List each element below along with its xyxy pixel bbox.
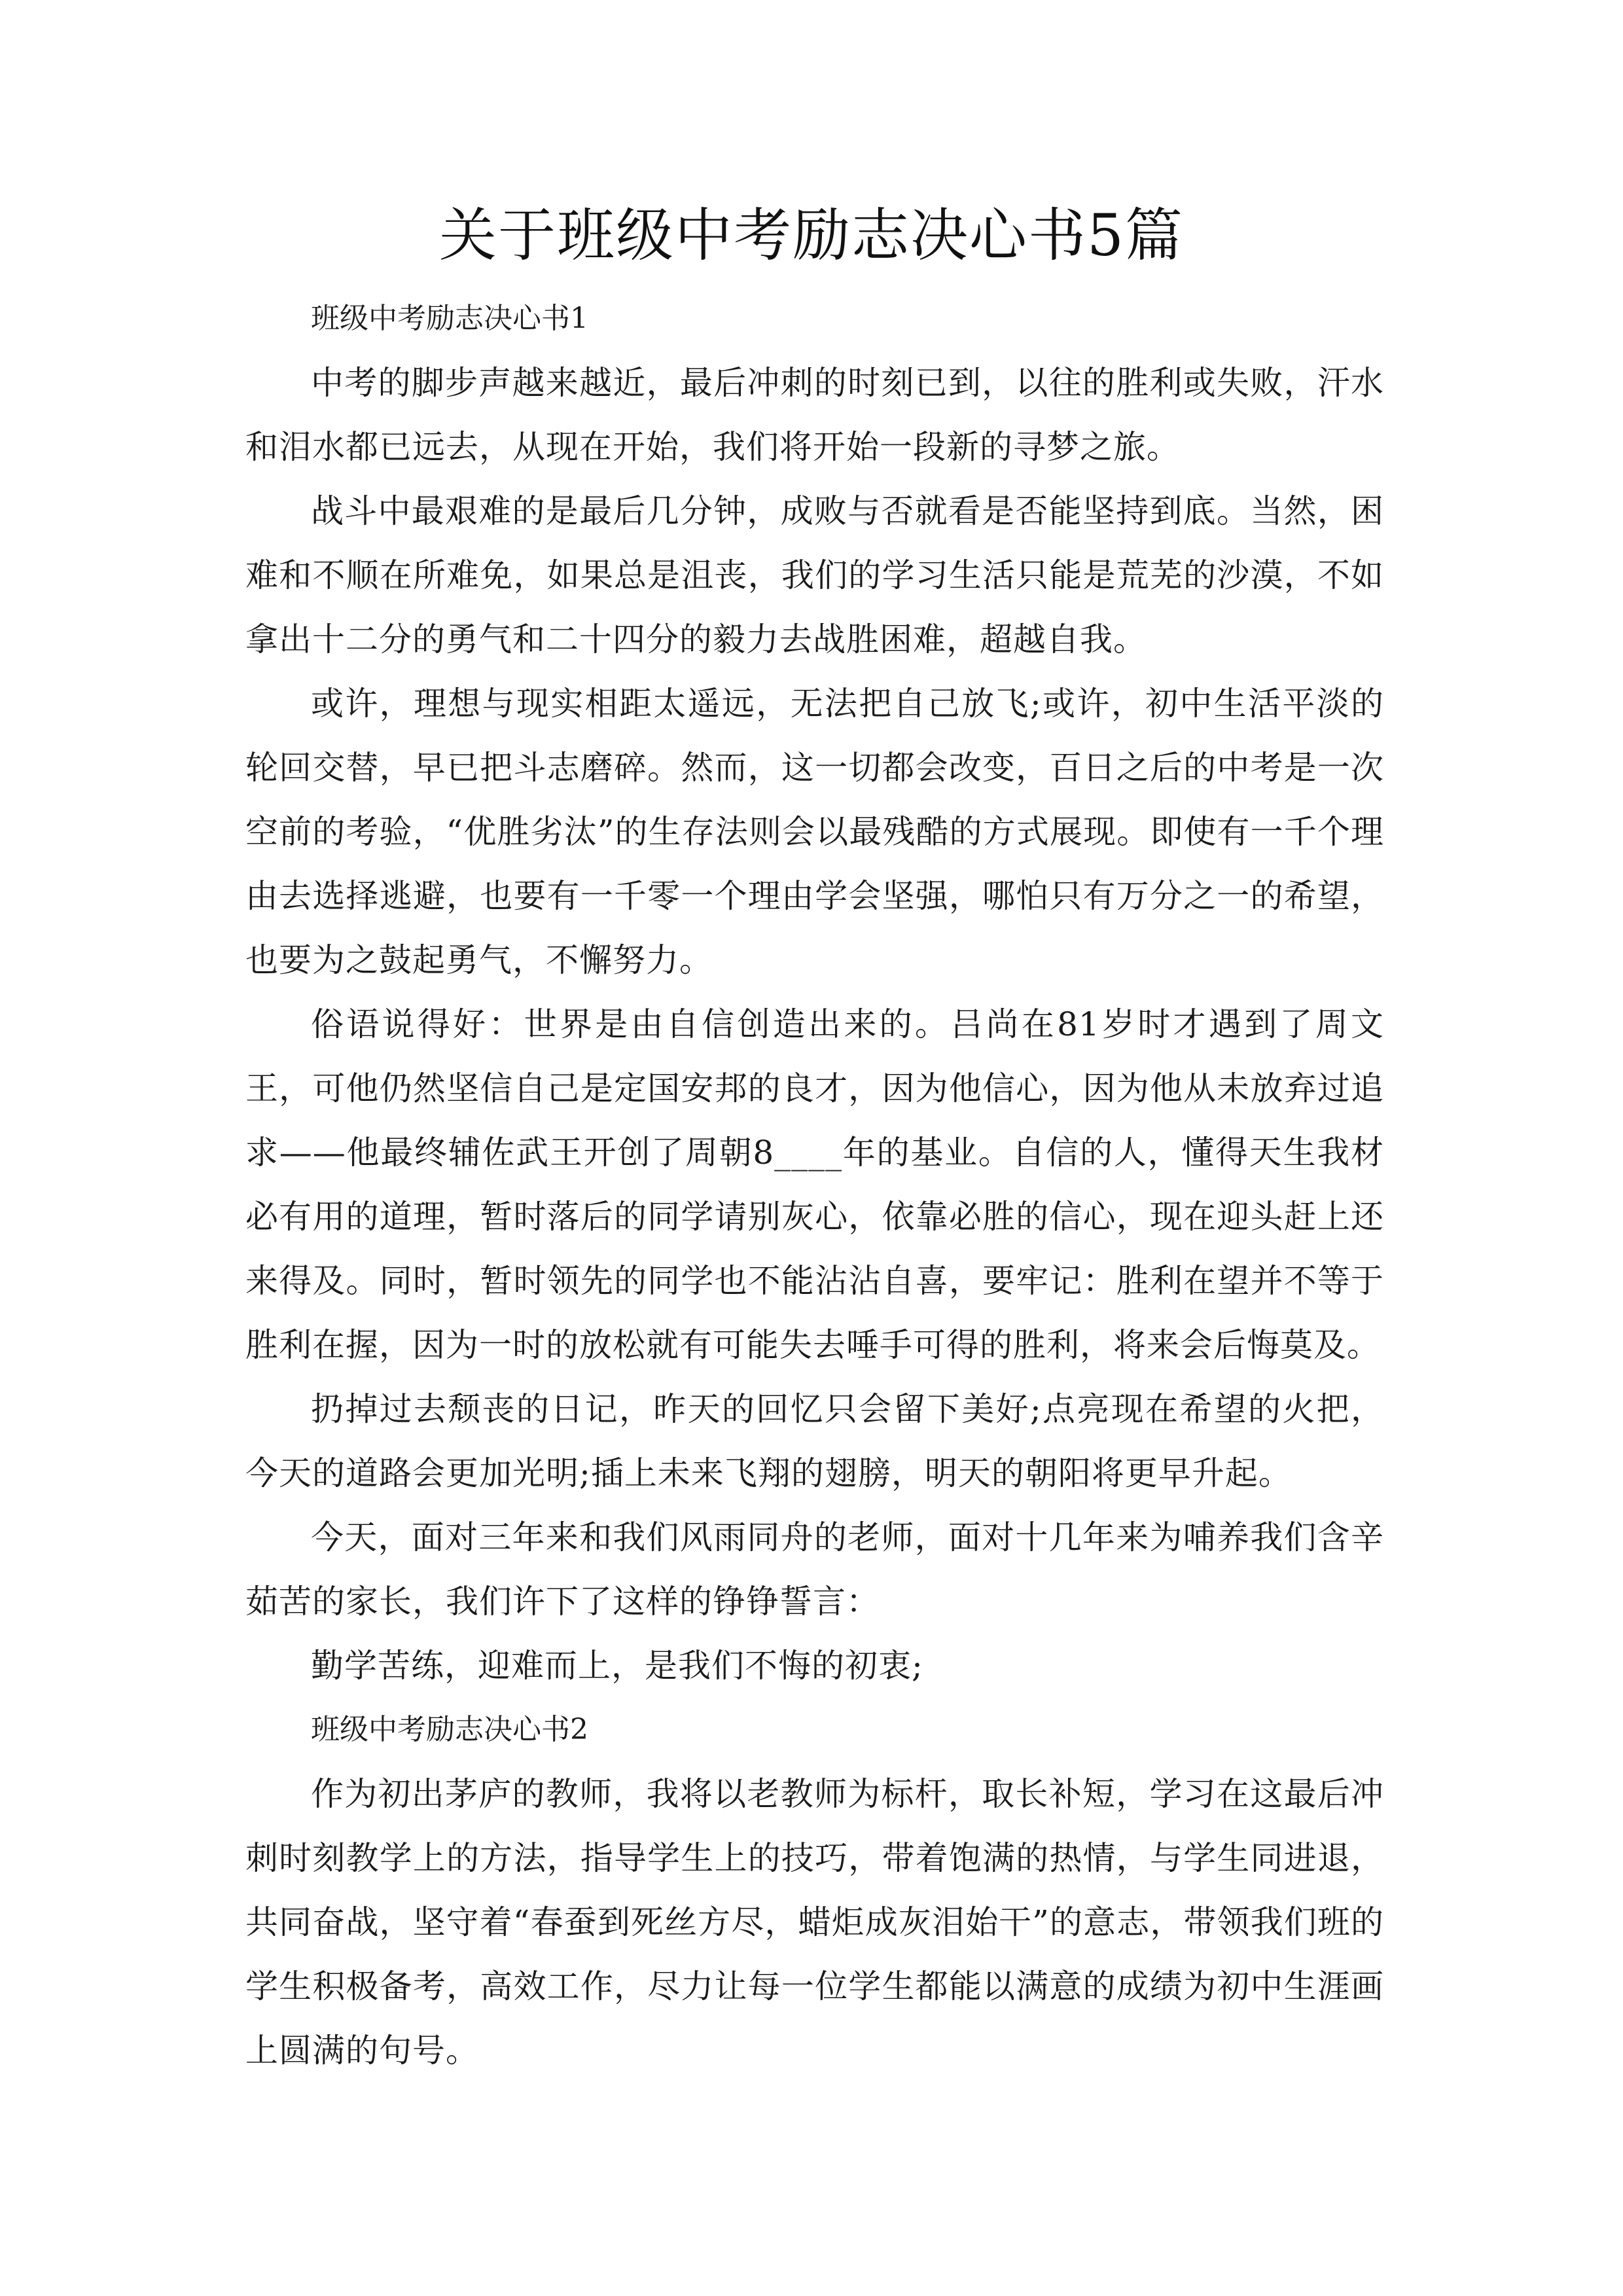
section-heading: 班级中考励志决心书1 <box>311 302 588 335</box>
paragraph: 中考的脚步声越来越近，最后冲刺的时刻已到，以往的胜利或失败，汗水和泪水都已远去，从现在开始，我们将开始一段新的寻梦之旅。 <box>245 364 1384 466</box>
paragraph: 勤学苦练，迎难而上，是我们不悔的初衷; <box>311 1647 923 1685</box>
document-body <box>245 287 1384 2083</box>
paragraph: 战斗中最艰难的是最后几分钟，成败与否就看是否能坚持到底。当然，困难和不顺在所难免，如果总是沮丧，我们的学习生活只能是荒芜的沙漠，不如拿出十二分的勇气和二十四分的毅力去战胜困难，超越自我。 <box>245 492 1384 658</box>
paragraph: 作为初出茅庐的教师，我将以老教师为标杆，取长补短，学习在这最后冲刺时刻教学上的方法，指导学生上的技巧，带着饱满的热情，与学生同进退，共同奋战，坚守着“春蚕到死丝方尽，蜡炬成灰泪始干”的意志，带领我们班的学生积极备考，高效工作，尽力让每一位学生都能以满意的成绩为初中生涯画上圆满的句号。 <box>245 1775 1384 2070</box>
paragraph: 扔掉过去颓丧的日记，昨天的回忆只会留下美好;点亮现在希望的火把，今天的道路会更加光明;插上未来飞翔的翅膀，明天的朝阳将更早升起。 <box>245 1390 1384 1492</box>
paragraph: 或许，理想与现实相距太遥远，无法把自己放飞;或许，初中生活平淡的轮回交替，早已把斗志磨碎。然而，这一切都会改变，百日之后的中考是一次空前的考验，“优胜劣汰”的生存法则会以最残酷的方式展现。即使有一千个理由去选择逃避，也要有一千零一个理由学会坚强，哪怕只有万分之一的希望，也要为之鼓起勇气，不懈努力。 <box>245 685 1384 979</box>
paragraph: 今天，面对三年来和我们风雨同舟的老师，面对十几年来为哺养我们含辛茹苦的家长，我们许下了这样的铮铮誓言： <box>245 1518 1384 1621</box>
paragraph: 俗语说得好：世界是由自信创造出来的。吕尚在81岁时才遇到了周文王，可他仍然坚信自己是定国安邦的良才，因为他信心，因为他从未放弃过追求——他最终辅佐武王开创了周朝8____年的基业。自信的人，懂得天生我材必有用的道理，暂时落后的同学请别灰心，依靠必胜的信心，现在迎头赶上还来得及。同时，暂时领先的同学也不能沾沾自喜，要牢记：胜利在望并不等于胜利在握，因为一时的放松就有可能失去唾手可得的胜利，将来会后悔莫及。 <box>245 1005 1384 1364</box>
document-title: 关于班级中考励志决心书5篇 <box>439 202 1184 269</box>
section-heading: 班级中考励志决心书2 <box>311 1713 588 1746</box>
